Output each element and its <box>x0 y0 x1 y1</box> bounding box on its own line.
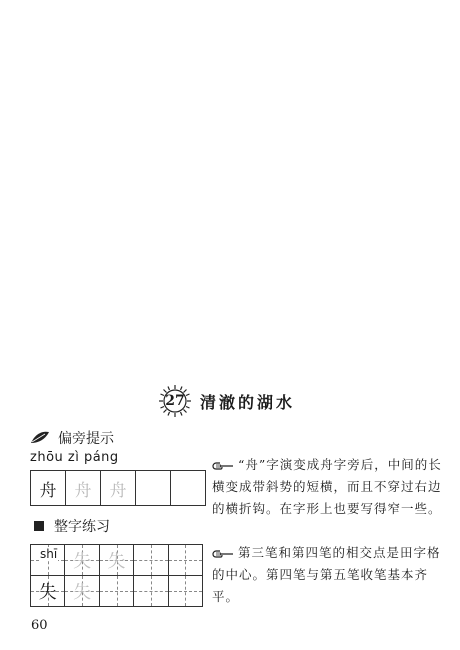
trace-char: 舟 <box>109 480 127 501</box>
trace-char: 舟 <box>74 480 92 501</box>
grid-cell <box>99 544 134 576</box>
radical-practice-grid <box>30 470 205 506</box>
practice-pinyin: shī <box>40 547 58 561</box>
radical-pinyin: zhōu zì páng <box>30 450 119 465</box>
grid-cell <box>168 575 203 607</box>
cell-char <box>169 576 202 606</box>
grid-cell <box>64 575 99 607</box>
grid-cell <box>99 575 134 607</box>
grid-row <box>30 575 202 606</box>
grid-cell <box>30 575 65 607</box>
lesson-number-badge <box>158 384 192 418</box>
practice-section-heading <box>30 516 110 536</box>
radical-trace-cell <box>65 470 101 506</box>
square-bullet-icon <box>34 521 44 531</box>
grid-cell <box>133 544 168 576</box>
cell-char: 失 <box>38 582 57 603</box>
pointing-hand-icon <box>212 549 234 559</box>
lesson-title-block <box>158 384 295 418</box>
leaf-icon <box>30 430 50 446</box>
tip-1-text: “舟”字演变成舟字旁后，中间的长横变成带斜势的短横，而且不穿过右边的横折钩。在字形上也要写得窄一些。 <box>212 457 442 516</box>
radical-heading-text: 偏旁提示 <box>58 431 114 447</box>
radical-trace-cell <box>100 470 136 506</box>
radical-char: 舟 <box>39 480 57 501</box>
grid-cell <box>64 544 99 576</box>
writing-tip-1 <box>212 454 442 520</box>
cell-char: 失 <box>73 551 92 572</box>
grid-row <box>30 544 202 575</box>
cell-char <box>134 576 167 606</box>
radical-empty-cell <box>170 470 206 506</box>
grid-cell <box>133 575 168 607</box>
practice-heading-text: 整字练习 <box>54 519 110 535</box>
cell-char: 失 <box>73 582 92 603</box>
radical-section-heading <box>30 428 114 448</box>
page-number: 60 <box>31 618 48 633</box>
radical-empty-cell <box>135 470 171 506</box>
cell-char <box>169 545 202 575</box>
lesson-title: 清澈的湖水 <box>200 392 296 412</box>
radical-cell <box>30 470 66 506</box>
grid-cell <box>30 544 65 576</box>
grid-cell <box>168 544 203 576</box>
tip-2-text: 第三笔和第四笔的相交点是田字格的中心。第四笔与第五笔收笔基本齐平。 <box>212 545 441 604</box>
writing-tip-2 <box>212 542 442 608</box>
character-practice-grid <box>30 544 202 606</box>
pointing-hand-icon <box>212 461 234 471</box>
cell-char <box>100 576 133 606</box>
lesson-number: 27 <box>165 393 185 409</box>
cell-char: 失 <box>107 551 126 572</box>
cell-char <box>134 545 167 575</box>
